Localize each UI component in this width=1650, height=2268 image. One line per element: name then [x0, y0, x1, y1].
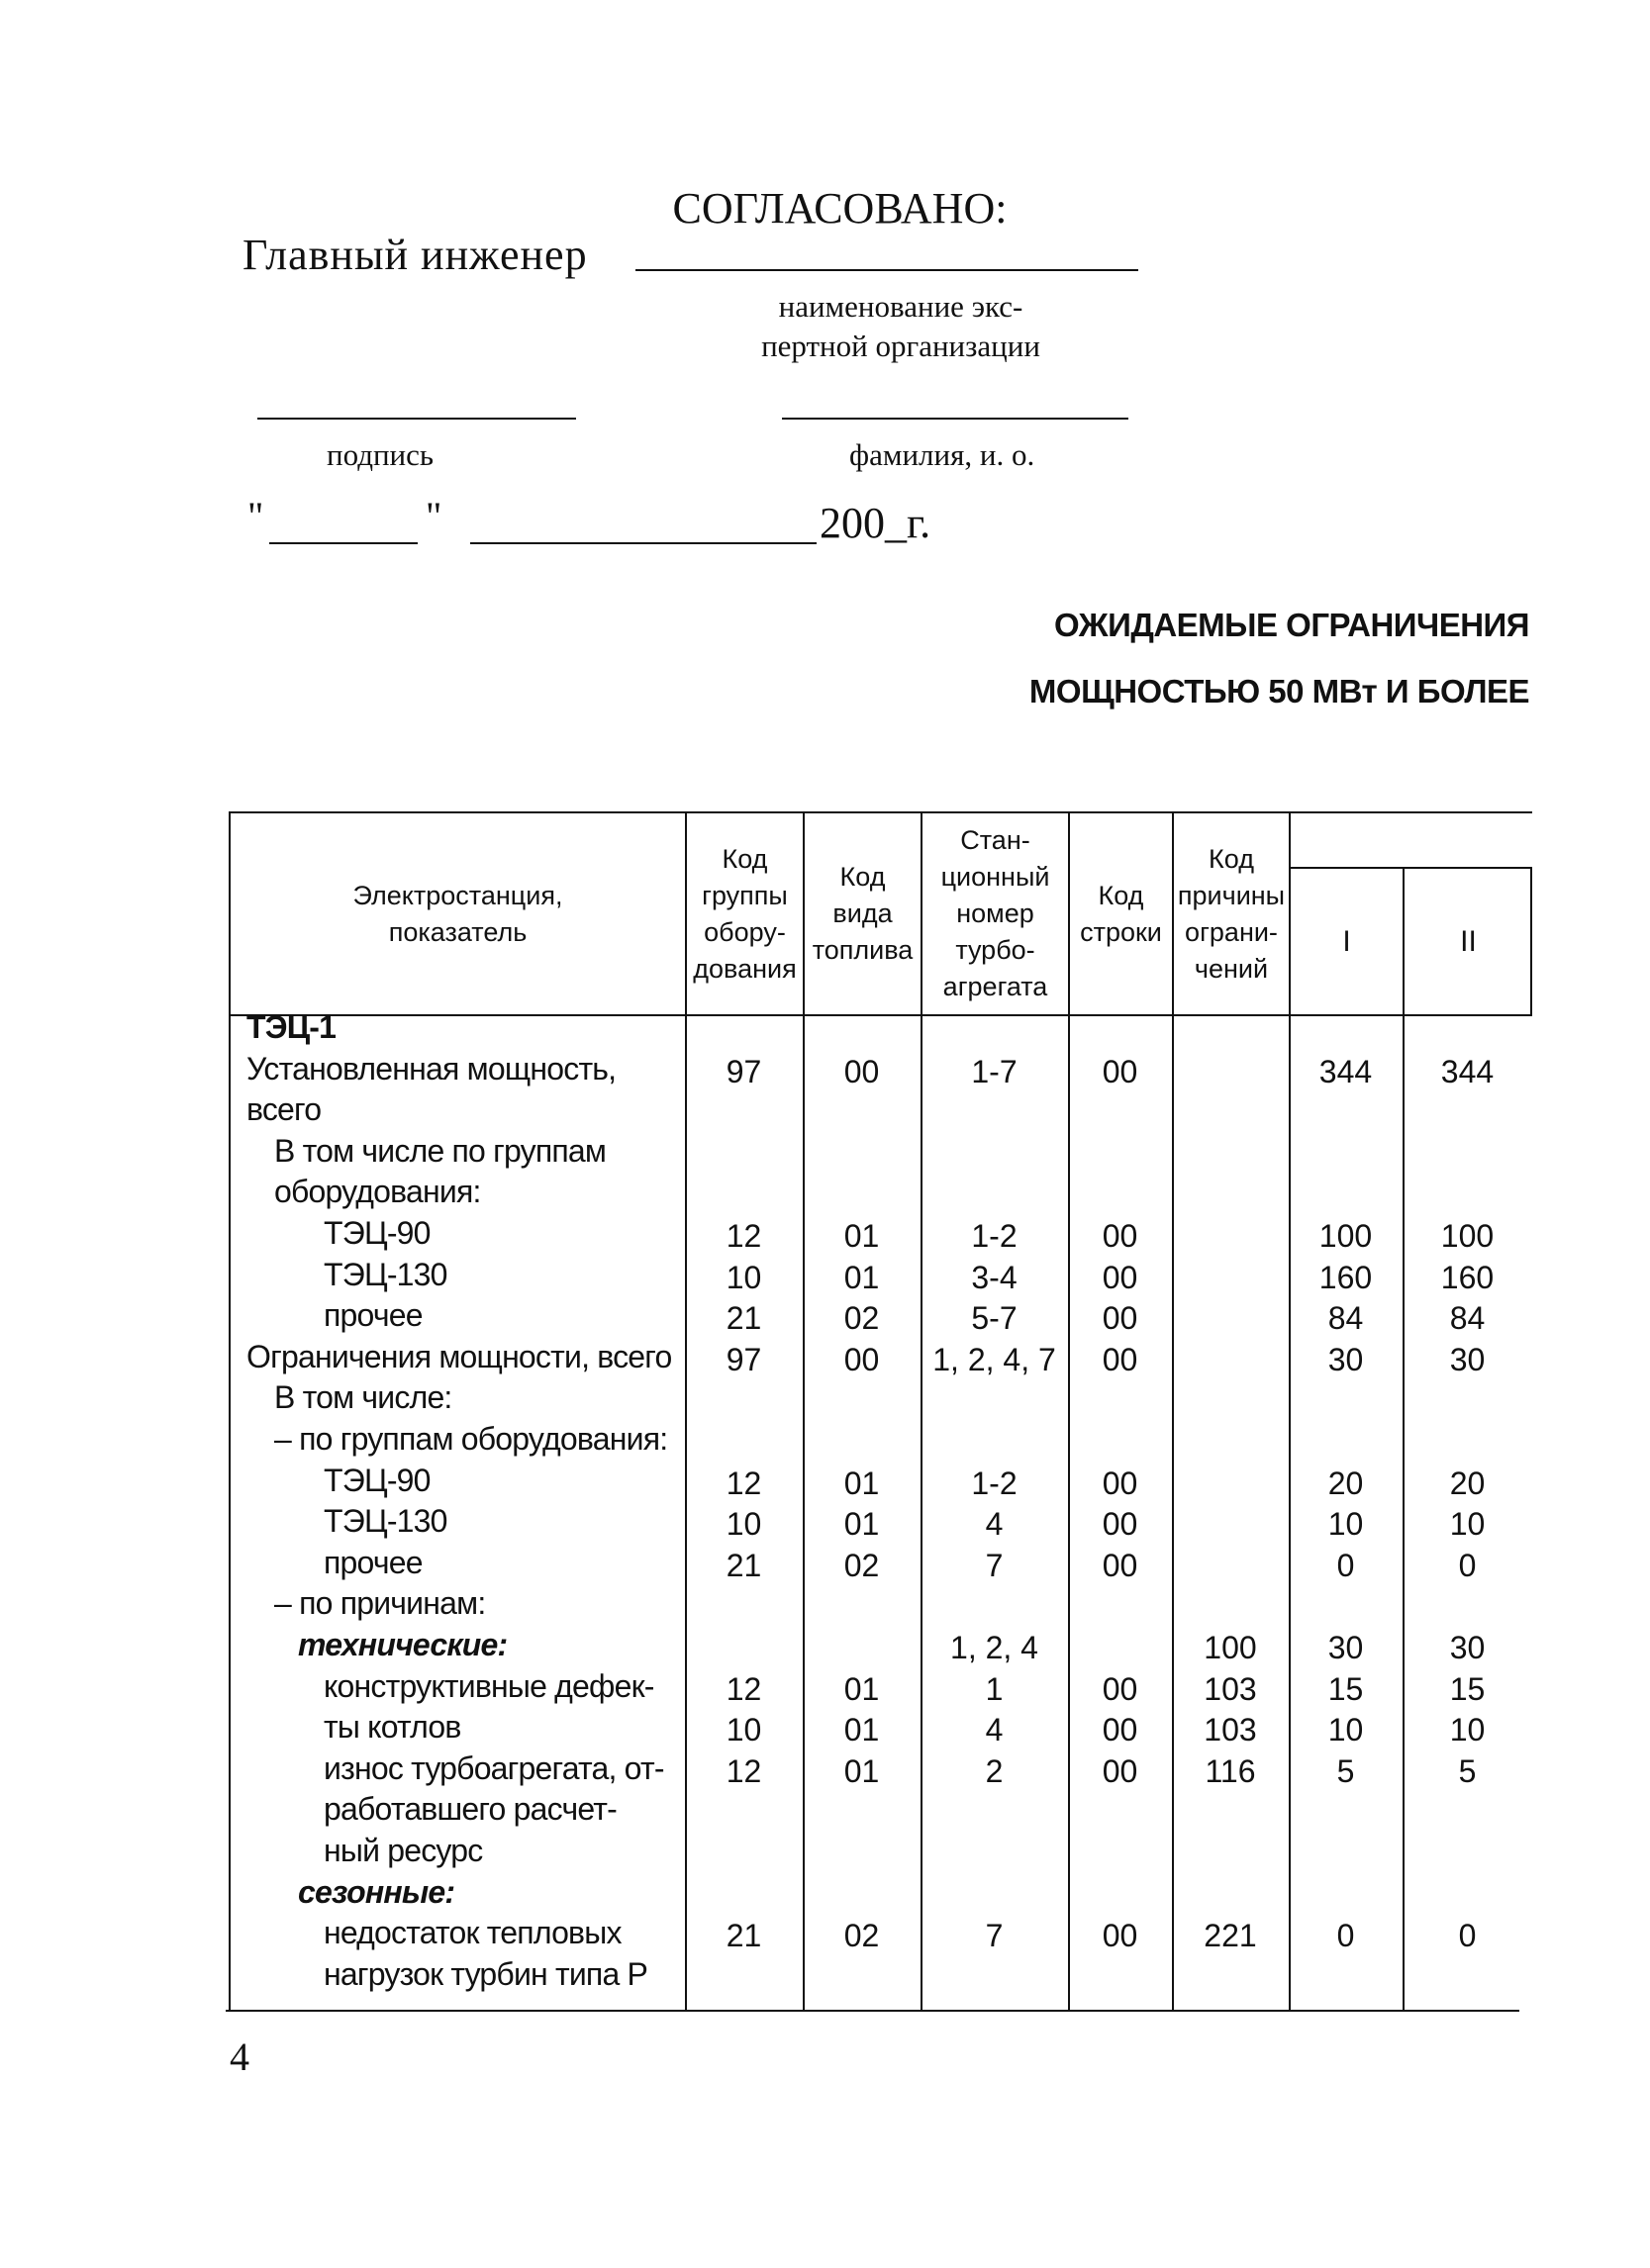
- table-heading-line1: ОЖИДАЕМЫЕ ОГРАНИЧЕНИЯ: [1054, 607, 1529, 643]
- quote-close: ": [426, 494, 442, 538]
- row-value: 30: [1449, 1341, 1486, 1377]
- chief-engineer-label: Главный инженер: [243, 231, 588, 279]
- row-value: 02: [843, 1918, 880, 1954]
- row-value: 97: [726, 1053, 762, 1089]
- row-label: недостаток тепловых: [324, 1915, 622, 1951]
- row-value: 01: [843, 1465, 880, 1501]
- row-value: 00: [1102, 1670, 1138, 1707]
- row-label: ТЭЦ-90: [324, 1215, 431, 1251]
- row-label: ный ресурс: [324, 1833, 483, 1868]
- row-value: 00: [843, 1053, 880, 1089]
- row-value: 30: [1327, 1341, 1364, 1377]
- row-label: сезонные:: [298, 1873, 455, 1910]
- row-value: 12: [726, 1752, 762, 1789]
- row-label: В том числе по группам: [274, 1132, 607, 1169]
- row-value: 0: [1336, 1918, 1355, 1954]
- column-header-label: II: [1460, 925, 1477, 958]
- column-header: [1174, 813, 1289, 1014]
- row-value: 1: [985, 1670, 1004, 1707]
- row-value: 15: [1449, 1670, 1486, 1707]
- row-label: прочее: [324, 1297, 423, 1334]
- year-label: 200_г.: [820, 499, 931, 547]
- column-header: [805, 813, 921, 1014]
- name-line: [782, 418, 1128, 420]
- row-value: 10: [1449, 1712, 1486, 1748]
- column-header-label: I: [1342, 925, 1351, 958]
- row-value: 30: [1449, 1630, 1486, 1665]
- row-value: 00: [1102, 1752, 1138, 1789]
- column-header-label: Стан- ционный номер турбо- агрегата: [940, 825, 1050, 1001]
- row-label: Установленная мощность,: [246, 1050, 617, 1087]
- row-label: прочее: [324, 1544, 423, 1580]
- row-label: ты котлов: [324, 1709, 461, 1746]
- row-label: – по группам оборудования:: [274, 1421, 668, 1457]
- table-heading-line2: МОЩНОСТЬЮ 50 МВт И БОЛЕЕ: [1028, 673, 1529, 709]
- row-value: 01: [843, 1670, 880, 1707]
- row-value: 02: [843, 1300, 880, 1337]
- column-header: [1291, 869, 1403, 1014]
- row-value: 344: [1318, 1053, 1373, 1089]
- row-value: 00: [1102, 1712, 1138, 1748]
- row-value: 84: [1449, 1300, 1486, 1337]
- row-value: 97: [726, 1341, 762, 1377]
- page-number: 4: [230, 2034, 249, 2079]
- row-value: 12: [726, 1670, 762, 1707]
- row-value: 10: [726, 1259, 762, 1295]
- row-value: 00: [1102, 1300, 1138, 1337]
- row-label: – по причинам:: [274, 1585, 486, 1622]
- row-value: 5-7: [971, 1300, 1018, 1337]
- row-value: 21: [726, 1300, 762, 1337]
- row-value: 0: [1336, 1547, 1355, 1583]
- column-header: [1070, 813, 1172, 1014]
- row-label: ТЭЦ-130: [324, 1256, 447, 1292]
- column-header-label: Код причины ограни- чений: [1177, 843, 1286, 984]
- row-value: 0: [1458, 1547, 1477, 1583]
- row-value: 160: [1318, 1259, 1373, 1295]
- row-value: 01: [843, 1218, 880, 1254]
- header-bottom-border: [229, 1014, 1532, 1016]
- column-header: [1405, 869, 1532, 1014]
- column-header: [922, 813, 1068, 1014]
- row-value: 00: [1102, 1547, 1138, 1583]
- org-caption-line2: пертной организации: [761, 329, 1040, 363]
- row-value: 01: [843, 1752, 880, 1789]
- row-value: 1-2: [971, 1465, 1018, 1501]
- column-header: [687, 813, 803, 1014]
- row-value: 02: [843, 1547, 880, 1583]
- row-value: 160: [1440, 1259, 1495, 1295]
- row-value: 4: [985, 1506, 1004, 1543]
- row-value: 1-7: [971, 1053, 1018, 1089]
- row-value: 3-4: [971, 1259, 1018, 1295]
- row-value: 00: [1102, 1053, 1138, 1089]
- row-value: 00: [1102, 1465, 1138, 1501]
- row-value: 10: [726, 1712, 762, 1748]
- row-value: 7: [985, 1547, 1004, 1583]
- name-caption: фамилия, и. о.: [849, 437, 1035, 472]
- row-label: износ турбоагрегата, от-: [324, 1749, 664, 1786]
- quote-open: ": [247, 494, 264, 538]
- row-value: 00: [1102, 1218, 1138, 1254]
- row-value: 00: [1102, 1506, 1138, 1543]
- column-header-label: Код группы обору- дования: [693, 843, 797, 984]
- row-label: Ограничения мощности, всего: [246, 1338, 672, 1374]
- day-line: [269, 542, 418, 544]
- column-header: [231, 813, 685, 1014]
- column-header-label: Код строки: [1080, 880, 1162, 947]
- row-value: 7: [985, 1918, 1004, 1954]
- row-value: 5: [1458, 1752, 1477, 1789]
- row-label: оборудования:: [274, 1174, 481, 1210]
- row-value: 221: [1204, 1918, 1257, 1954]
- row-value: 4: [985, 1712, 1004, 1748]
- row-value: 20: [1449, 1465, 1486, 1501]
- row-value: 1, 2, 4: [950, 1630, 1038, 1665]
- row-value: 0: [1458, 1918, 1477, 1954]
- row-value: 21: [726, 1918, 762, 1954]
- month-line: [470, 542, 817, 544]
- row-value: 00: [1102, 1918, 1138, 1954]
- row-value: 01: [843, 1712, 880, 1748]
- column-header-label: Электростанция, показатель: [352, 880, 563, 947]
- row-value: 103: [1204, 1712, 1257, 1748]
- row-label: работавшего расчет-: [324, 1791, 617, 1828]
- row-value: 00: [1102, 1259, 1138, 1295]
- org-caption: [713, 287, 1089, 366]
- row-value: 10: [1327, 1506, 1364, 1543]
- table-column-rule: [1403, 867, 1405, 2012]
- row-value: 116: [1205, 1752, 1256, 1789]
- row-value: 100: [1318, 1218, 1373, 1254]
- row-value: 01: [843, 1259, 880, 1295]
- row-label: ТЭЦ-90: [324, 1462, 431, 1498]
- row-value: 10: [726, 1506, 762, 1543]
- row-value: 01: [843, 1506, 880, 1543]
- row-label: всего: [246, 1091, 322, 1128]
- row-value: 2: [985, 1752, 1004, 1789]
- row-value: 20: [1327, 1465, 1364, 1501]
- org-caption-line1: наименование экс-: [778, 289, 1023, 324]
- row-value: 00: [843, 1341, 880, 1377]
- row-label: ТЭЦ-1: [246, 1009, 337, 1045]
- signature-caption: подпись: [327, 437, 435, 472]
- row-label: нагрузок турбин типа Р: [324, 1955, 648, 1992]
- row-value: 100: [1204, 1630, 1257, 1665]
- row-value: 1-2: [971, 1218, 1018, 1254]
- table-bottom-border: [226, 2010, 1519, 2012]
- row-label: конструктивные дефек-: [324, 1667, 654, 1704]
- row-value: 100: [1440, 1218, 1495, 1254]
- row-value: 1, 2, 4, 7: [932, 1341, 1056, 1377]
- row-value: 5: [1336, 1752, 1355, 1789]
- row-value: 10: [1449, 1506, 1486, 1543]
- limits-table: [229, 811, 1532, 2014]
- row-value: 00: [1102, 1341, 1138, 1377]
- column-header-label: Код вида топлива: [812, 862, 914, 965]
- row-value: 21: [726, 1547, 762, 1583]
- signature-line: [257, 418, 576, 420]
- org-name-line: [635, 269, 1138, 271]
- row-label: В том числе:: [274, 1379, 452, 1416]
- row-value: 30: [1327, 1630, 1364, 1665]
- row-value: 84: [1327, 1300, 1364, 1337]
- row-label: ТЭЦ-130: [324, 1503, 447, 1540]
- row-label: технические:: [298, 1627, 508, 1662]
- row-value: 344: [1440, 1053, 1495, 1089]
- row-value: 12: [726, 1218, 762, 1254]
- approval-title: СОГЛАСОВАНО:: [672, 184, 1008, 233]
- row-value: 10: [1327, 1712, 1364, 1748]
- row-value: 15: [1327, 1670, 1364, 1707]
- row-value: 12: [726, 1465, 762, 1501]
- row-value: 103: [1204, 1670, 1257, 1707]
